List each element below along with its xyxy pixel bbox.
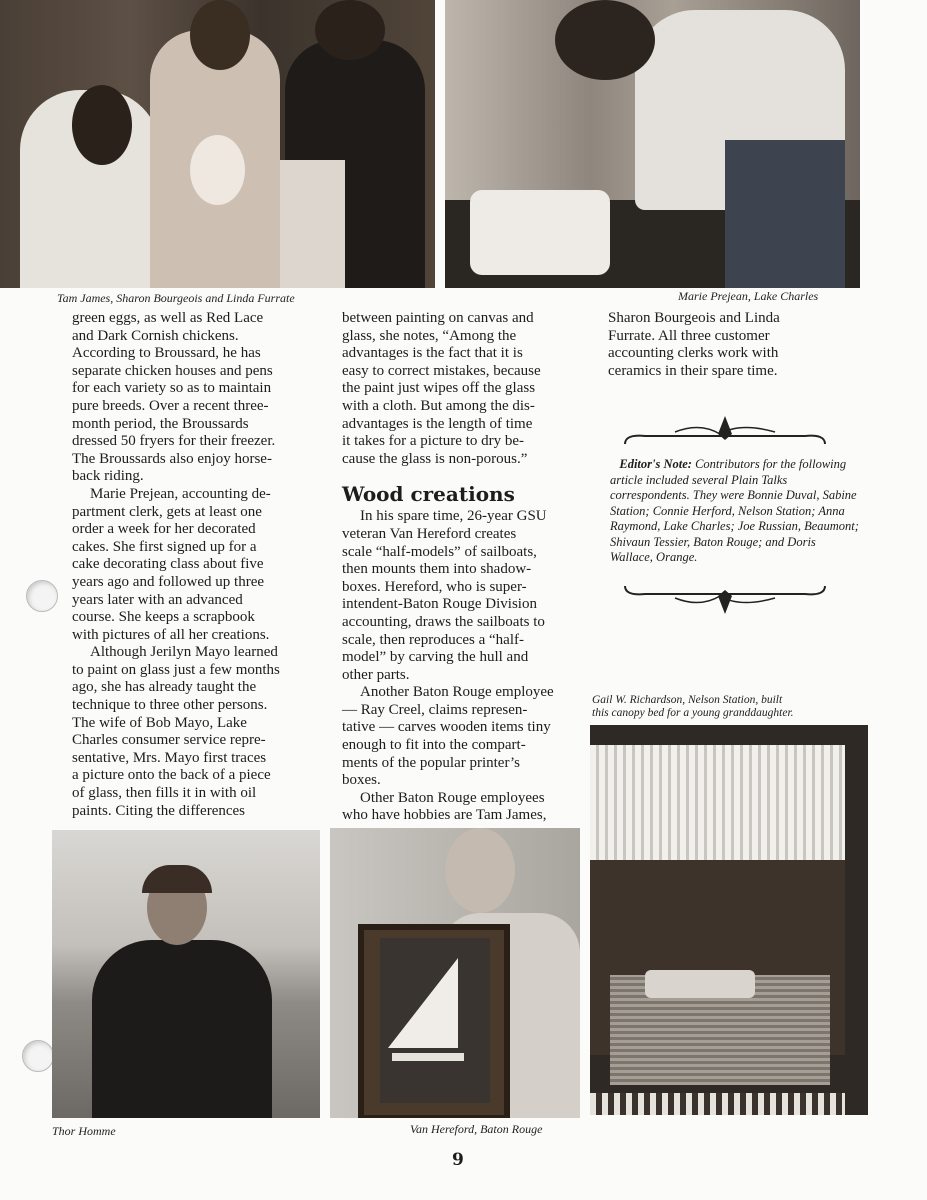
text-line: to paint on glass just a few months — [72, 661, 280, 678]
text-line: course. She keeps a scrapbook — [72, 609, 255, 626]
text-line: The wife of Bob Mayo, Lake — [72, 714, 247, 731]
photo-van-hereford-sailboat — [330, 828, 580, 1118]
caption-top-left: Tam James, Sharon Bourgeois and Linda Furrate — [57, 291, 295, 305]
text-line: ments of the popular printer’s — [342, 754, 521, 771]
text-line: boxes. Hereford, who is super- — [342, 578, 527, 595]
editors-note — [610, 457, 860, 566]
text-line: order a week for her decorated — [72, 521, 256, 538]
text-line: Another Baton Rouge employee — [360, 684, 554, 701]
text-line: with a cloth. But among the dis- — [342, 397, 535, 414]
text-line: of glass, then fills it in with oil — [72, 785, 257, 802]
text-line: intendent-Baton Rouge Division — [342, 596, 537, 613]
text-line: tative — carves wooden items tiny — [342, 719, 551, 736]
text-line: veteran Van Hereford creates — [342, 525, 517, 542]
text-line: with pictures of all her creations. — [72, 626, 270, 643]
caption-bottom-middle: Van Hereford, Baton Rouge — [410, 1122, 543, 1136]
editors-note-body: Contributors for the following article included several Plain Talks correspondents. They were Bonnie Duval, Sabine Station; Connie Herford, Nelson Station; Anna Raymond, Lake Charles; Joe Russian, Beaumont; Shivaun Tessier, Baton Rouge; and Doris Wallace, Orange. — [610, 457, 859, 564]
photo-thor-homme-diver — [52, 830, 320, 1118]
editors-note-lead: Editor's Note: — [619, 457, 692, 471]
text-line: technique to three other persons. — [72, 697, 268, 714]
text-line: Although Jerilyn Mayo learned — [90, 644, 278, 661]
text-line: separate chicken houses and pens — [72, 362, 273, 379]
text-line: years ago and followed up three — [72, 573, 265, 590]
text-line: and Dark Cornish chickens. — [72, 327, 239, 344]
text-line: who have hobbies are Tam James, — [342, 807, 547, 824]
article-column-2 — [342, 310, 554, 825]
ornament-divider-bottom — [620, 578, 830, 618]
text-line: accounting clerks work with — [608, 345, 779, 362]
text-line: month period, the Broussards — [72, 415, 249, 432]
text-line: scale “half-models” of sailboats, — [342, 543, 537, 560]
text-line: the paint just wipes off the glass — [342, 380, 536, 397]
text-line: cake decorating class about five — [72, 556, 264, 573]
text-line: accounting, draws the sailboats to — [342, 613, 545, 630]
photo-cake-decorating — [445, 0, 860, 288]
text-line: The Broussards also enjoy horse- — [72, 450, 272, 467]
text-line: partment clerk, gets at least one — [72, 503, 262, 520]
text-line: cause the glass is non-porous.” — [342, 450, 528, 467]
caption-canopy-bed-line1: Gail W. Richardson, Nelson Station, built — [592, 694, 783, 706]
text-line: Sharon Bourgeois and Linda — [608, 310, 780, 326]
caption-top-right: Marie Prejean, Lake Charles — [678, 289, 819, 303]
photo-canopy-bed — [590, 725, 868, 1115]
caption-canopy-bed-line2: this canopy bed for a young granddaughter. — [592, 707, 794, 719]
text-line: other parts. — [342, 666, 410, 683]
text-line: model” by carving the hull and — [342, 649, 529, 666]
text-line: enough to fit into the compart- — [342, 737, 526, 754]
section-heading: Wood creations — [342, 482, 515, 507]
text-line: glass, she notes, “Among the — [342, 327, 517, 344]
text-line: pure breeds. Over a recent three- — [72, 397, 269, 414]
text-line: Marie Prejean, accounting de- — [90, 485, 271, 502]
text-line: then mounts them into shadow- — [342, 561, 532, 578]
text-line: sentative, Mrs. Mayo first traces — [72, 749, 267, 766]
text-line: According to Broussard, he has — [72, 345, 261, 362]
hole-punch — [26, 580, 58, 612]
text-line: Other Baton Rouge employees — [360, 789, 545, 806]
text-line: green eggs, as well as Red Lace — [72, 310, 264, 326]
hole-punch — [22, 1040, 54, 1072]
text-line: between painting on canvas and — [342, 310, 534, 326]
text-line: easy to correct mistakes, because — [342, 362, 541, 379]
text-line: back riding. — [72, 468, 144, 485]
text-line: ceramics in their spare time. — [608, 362, 778, 379]
photo-three-women-ceramics — [0, 0, 435, 288]
text-line: — Ray Creel, claims represen- — [342, 701, 528, 718]
text-line: In his spare time, 26-year GSU — [360, 508, 547, 525]
article-column-1 — [72, 310, 280, 820]
page-number: 9 — [452, 1150, 464, 1170]
text-line: Charles consumer service repre- — [72, 732, 266, 749]
text-line: scale, then reproduces a “half- — [342, 631, 524, 648]
text-line: years later with an advanced — [72, 591, 243, 608]
text-line: advantages is the fact that it is — [342, 345, 523, 362]
text-line: ago, she has already taught the — [72, 679, 257, 696]
text-line: dressed 50 fryers for their freezer. — [72, 433, 276, 450]
text-line: it takes for a picture to dry be- — [342, 433, 525, 450]
text-line: boxes. — [342, 772, 381, 789]
text-line: cakes. She first signed up for a — [72, 538, 257, 555]
text-line: a picture onto the back of a piece — [72, 767, 271, 784]
ornament-divider-top — [620, 412, 830, 452]
caption-bottom-left: Thor Homme — [52, 1124, 116, 1138]
article-column-3 — [608, 310, 780, 380]
text-line: advantages is the length of time — [342, 415, 533, 432]
text-line: for each variety so as to maintain — [72, 380, 272, 397]
text-line: Furrate. All three customer — [608, 327, 770, 344]
text-line: paints. Citing the differences — [72, 802, 246, 819]
